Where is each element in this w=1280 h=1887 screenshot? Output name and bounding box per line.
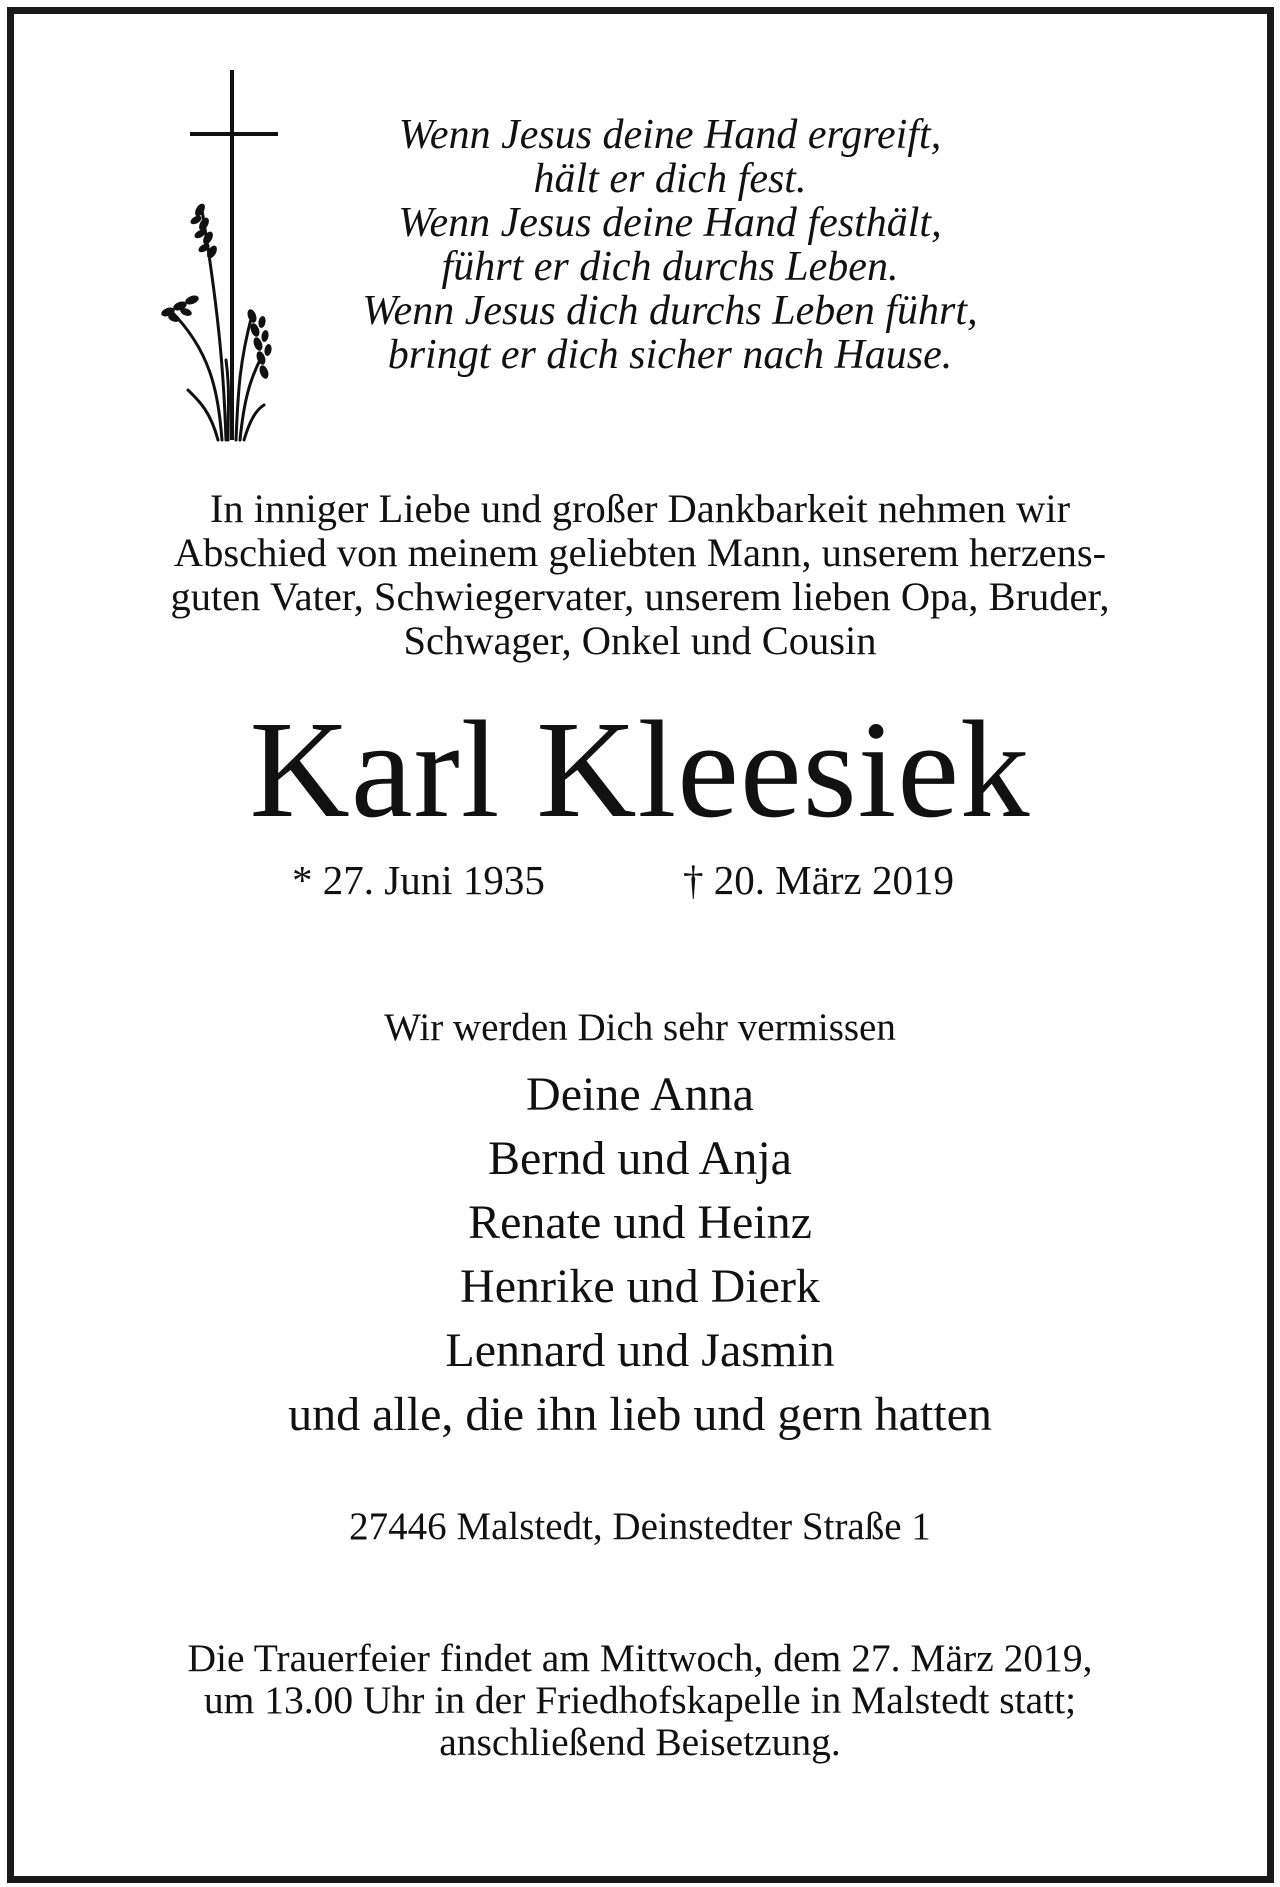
mourners-list xyxy=(0,1063,1280,1447)
farewell-line: Schwager, Onkel und Cousin xyxy=(403,618,877,663)
ceremony-line: anschließend Beisetzung. xyxy=(439,1720,841,1764)
mourner-name: Henrike und Dierk xyxy=(460,1260,820,1313)
farewell-text xyxy=(60,487,1220,663)
poem-line: hält er dich fest. xyxy=(533,156,807,202)
birth-date: * 27. Juni 1935 xyxy=(292,857,545,903)
mourner-name: und alle, die ihn lieb und gern hatten xyxy=(288,1388,992,1441)
death-date: † 20. März 2019 xyxy=(683,857,955,903)
mourner-name: Deine Anna xyxy=(526,1068,754,1121)
poem-line: bringt er dich sicher nach Hause. xyxy=(387,332,953,378)
poem-line: Wenn Jesus deine Hand ergreift, xyxy=(398,112,942,158)
mourner-name: Bernd und Anja xyxy=(488,1132,792,1185)
ceremony-details xyxy=(60,1637,1220,1763)
poem-line: Wenn Jesus dich durchs Leben führt, xyxy=(362,288,978,334)
ceremony-line: um 13.00 Uhr in der Friedhofskapelle in Malstedt statt; xyxy=(203,1678,1077,1722)
farewell-line: In inniger Liebe und großer Dankbarkeit nehmen wir xyxy=(209,486,1071,531)
poem-line: führt er dich durchs Leben. xyxy=(441,244,899,290)
mourner-name: Lennard und Jasmin xyxy=(445,1324,835,1377)
poem-line: Wenn Jesus deine Hand festhält, xyxy=(398,200,942,246)
farewell-line: guten Vater, Schwiegervater, unserem lieben Opa, Bruder, xyxy=(170,574,1110,619)
mourners-intro: Wir werden Dich sehr vermissen xyxy=(384,1006,896,1049)
ceremony-line: Die Trauerfeier findet am Mittwoch, dem 27. März 2019, xyxy=(187,1636,1093,1680)
poem xyxy=(330,113,1010,377)
farewell-line: Abschied von meinem geliebten Mann, unserem herzens- xyxy=(173,530,1107,575)
address: 27446 Malstedt, Deinstedter Straße 1 xyxy=(349,1505,931,1548)
mourner-name: Renate und Heinz xyxy=(468,1196,812,1249)
cross-with-wheat-icon xyxy=(140,60,290,450)
deceased-name: Karl Kleesiek xyxy=(249,693,1031,847)
